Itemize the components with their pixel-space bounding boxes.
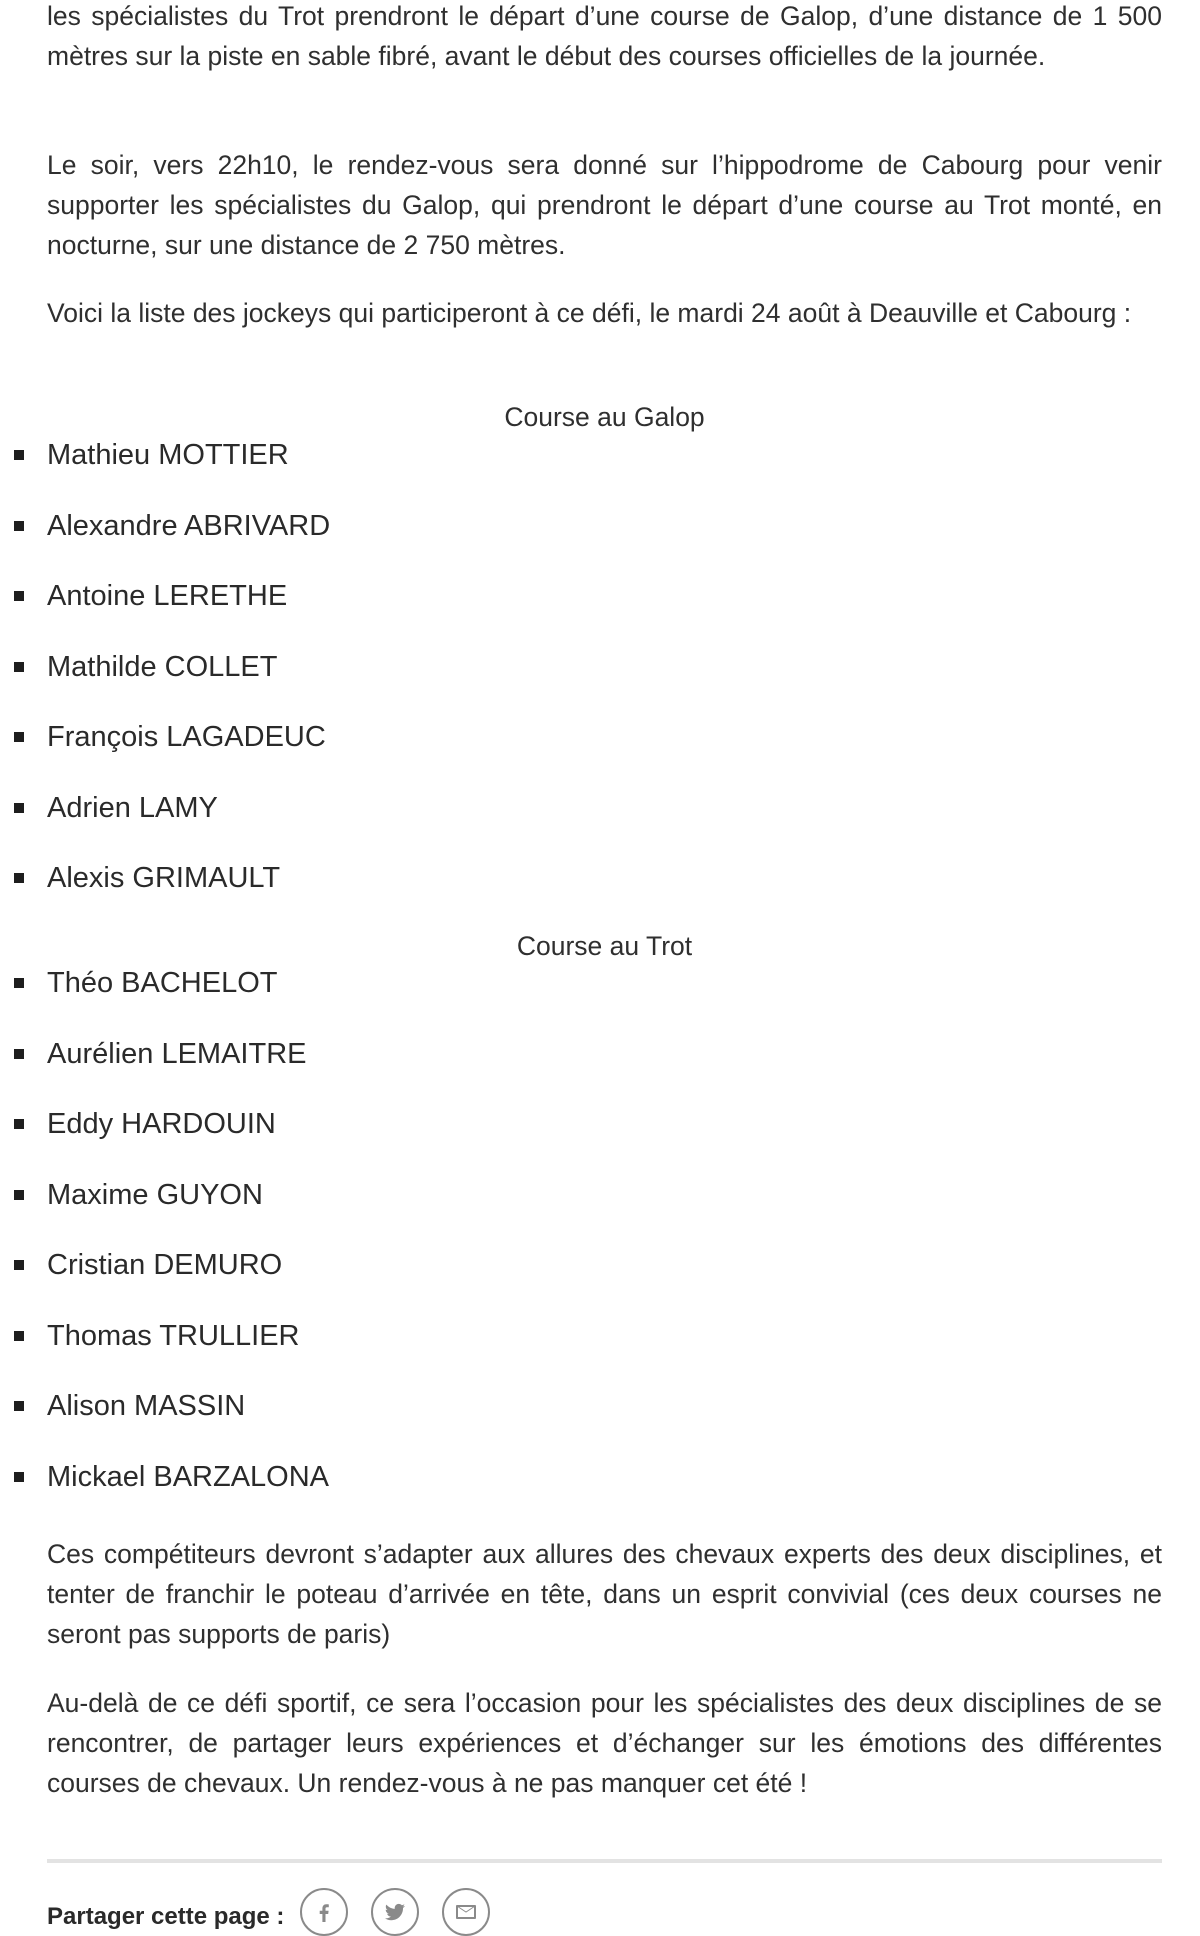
paragraph-intro-3: Voici la liste des jockeys qui participeront à ce défi, le mardi 24 août à Deauville et Cabourg : bbox=[47, 298, 1132, 328]
jockey-name: François LAGADEUC bbox=[47, 721, 326, 753]
jockey-name: Mathieu MOTTIER bbox=[47, 439, 289, 471]
bullet-icon bbox=[14, 1119, 24, 1129]
paragraph-intro-2: Le soir, vers 22h10, le rendez-vous sera donné sur l’hippodrome de Cabourg pour venir supporter les spécialistes du Galop, qui prendront le départ d’une course au Trot monté, en nocturne, sur une distance de 2 750 mètres. bbox=[47, 150, 1162, 260]
jockey-name: Maxime GUYON bbox=[47, 1178, 263, 1211]
list-item bbox=[47, 1245, 1162, 1316]
divider bbox=[47, 1859, 1162, 1863]
share-twitter-button[interactable] bbox=[371, 1888, 419, 1936]
jockey-name: Cristian DEMURO bbox=[47, 1249, 283, 1281]
list-item bbox=[47, 788, 1162, 859]
jockey-name: Mathilde COLLET bbox=[47, 650, 278, 683]
list-item bbox=[47, 1457, 1162, 1528]
list-item bbox=[47, 963, 1162, 1034]
paragraph-outro-1: Ces compétiteurs devront s’adapter aux allures des chevaux experts des deux disciplines, et tenter de franchir le poteau d’arrivée en tête, dans un esprit convivial (ces deux courses ne seront pas supports de paris) bbox=[47, 1539, 1162, 1649]
bullet-icon bbox=[14, 1190, 24, 1200]
jockey-name: Antoine LERETHE bbox=[47, 580, 288, 612]
jockey-name: Alison MASSIN bbox=[47, 1390, 246, 1422]
jockey-name: Adrien LAMY bbox=[47, 791, 218, 824]
jockey-name: Aurélien LEMAITRE bbox=[47, 1037, 307, 1070]
share-email-button[interactable] bbox=[442, 1888, 490, 1936]
bullet-icon bbox=[14, 978, 24, 988]
bullet-icon bbox=[14, 1049, 24, 1059]
galop-jockey-list bbox=[47, 435, 1162, 929]
bullet-icon bbox=[14, 450, 24, 460]
bullet-icon bbox=[14, 1331, 24, 1341]
paragraph-intro-1: les spécialistes du Trot prendront le départ d’une course de Galop, d’une distance de 1 500 mètres sur la piste en sable fibré, avant le début des courses officielles de la journée. bbox=[47, 1, 1162, 71]
share-bar bbox=[47, 1888, 513, 1928]
list-item bbox=[47, 1386, 1162, 1457]
twitter-icon bbox=[383, 1900, 407, 1924]
list-item bbox=[47, 506, 1162, 577]
facebook-icon bbox=[312, 1900, 336, 1924]
bullet-icon bbox=[14, 803, 24, 813]
jockey-name: Théo BACHELOT bbox=[47, 967, 278, 999]
jockey-name: Eddy HARDOUIN bbox=[47, 1108, 276, 1140]
paragraph-outro-2: Au-delà de ce défi sportif, ce sera l’occasion pour les spécialistes des deux disciplines de se rencontrer, de partager leurs expériences et d’échanger sur les émotions des différentes courses de chevaux. Un rendez-vous à ne pas manquer cet été ! bbox=[47, 1688, 1162, 1798]
list-item bbox=[47, 1104, 1162, 1175]
list-item bbox=[47, 1034, 1162, 1105]
bullet-icon bbox=[14, 1260, 24, 1270]
bullet-icon bbox=[14, 591, 24, 601]
list-item bbox=[47, 435, 1162, 506]
jockey-name: Thomas TRULLIER bbox=[47, 1319, 300, 1352]
trot-jockey-list bbox=[47, 963, 1162, 1527]
jockey-name: Mickael BARZALONA bbox=[47, 1460, 330, 1493]
share-label: Partager cette page : bbox=[47, 1903, 285, 1930]
jockey-name: Alexandre ABRIVARD bbox=[47, 509, 331, 542]
list-item bbox=[47, 717, 1162, 788]
bullet-icon bbox=[14, 521, 24, 531]
trot-section-title: Course au Trot bbox=[516, 931, 693, 961]
list-item bbox=[47, 1175, 1162, 1246]
bullet-icon bbox=[14, 1401, 24, 1411]
list-item bbox=[47, 858, 1162, 929]
jockey-name: Alexis GRIMAULT bbox=[47, 862, 281, 894]
share-facebook-button[interactable] bbox=[300, 1888, 348, 1936]
bullet-icon bbox=[14, 662, 24, 672]
bullet-icon bbox=[14, 873, 24, 883]
email-icon bbox=[454, 1900, 478, 1924]
list-item bbox=[47, 576, 1162, 647]
list-item bbox=[47, 1316, 1162, 1387]
galop-section-title: Course au Galop bbox=[504, 402, 705, 432]
bullet-icon bbox=[14, 1472, 24, 1482]
list-item bbox=[47, 647, 1162, 718]
bullet-icon bbox=[14, 732, 24, 742]
